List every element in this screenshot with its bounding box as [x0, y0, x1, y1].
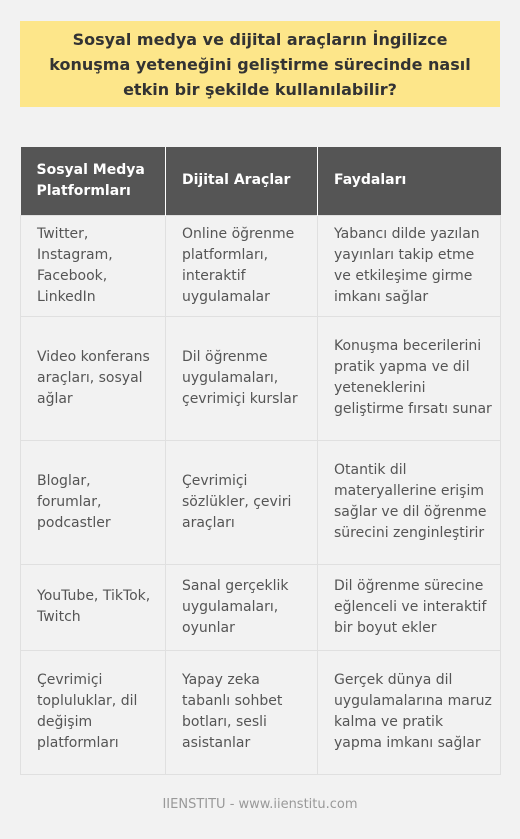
- title-banner: [20, 21, 500, 107]
- cell-benefits: Yabancı dilde yazılan yayınları takip etme ve etkileşime girme imkanı sağlar: [318, 215, 501, 316]
- footer-credit: IIENSTITU - www.iienstitu.com: [162, 797, 358, 812]
- header-social-media: Sosyal Medya Platformları: [21, 147, 166, 215]
- cell-benefits: Gerçek dünya dil uygulamalarına maruz kalma ve pratik yapma imkanı sağlar: [318, 650, 501, 774]
- table-row: [21, 440, 501, 564]
- cell-social-media: Video konferans araçları, sosyal ağlar: [21, 316, 166, 440]
- cell-digital-tools: Sanal gerçeklik uygulamaları, oyunlar: [166, 564, 318, 650]
- table-row: [21, 316, 501, 440]
- cell-social-media: Twitter, Instagram, Facebook, LinkedIn: [21, 215, 166, 316]
- table-row: [21, 564, 501, 650]
- table-row: [21, 215, 501, 316]
- header-benefits: Faydaları: [318, 147, 501, 215]
- cell-digital-tools: Yapay zeka tabanlı sohbet botları, sesli asistanlar: [166, 650, 318, 774]
- cell-social-media: Çevrimiçi topluluklar, dil değişim platformları: [21, 650, 166, 774]
- comparison-table: [20, 147, 501, 775]
- cell-benefits: Konuşma becerilerini pratik yapma ve dil yeteneklerini geliştirme fırsatı sunar: [318, 316, 501, 440]
- table-row: [21, 650, 501, 774]
- cell-social-media: YouTube, TikTok, Twitch: [21, 564, 166, 650]
- page-title: Sosyal medya ve dijital araçların İngilizce konuşma yeteneğini geliştirme sürecinde nasıl etkin bir şekilde kullanılabilir?: [49, 29, 471, 99]
- cell-benefits: Otantik dil materyallerine erişim sağlar ve dil öğrenme sürecini zenginleştirir: [318, 440, 501, 564]
- cell-benefits: Dil öğrenme sürecine eğlenceli ve interaktif bir boyut ekler: [318, 564, 501, 650]
- cell-digital-tools: Dil öğrenme uygulamaları, çevrimiçi kurslar: [166, 316, 318, 440]
- table-header-row: [21, 147, 501, 215]
- cell-digital-tools: Online öğrenme platformları, interaktif uygulamalar: [166, 215, 318, 316]
- header-digital-tools: Dijital Araçlar: [166, 147, 318, 215]
- cell-social-media: Bloglar, forumlar, podcastler: [21, 440, 166, 564]
- cell-digital-tools: Çevrimiçi sözlükler, çeviri araçları: [166, 440, 318, 564]
